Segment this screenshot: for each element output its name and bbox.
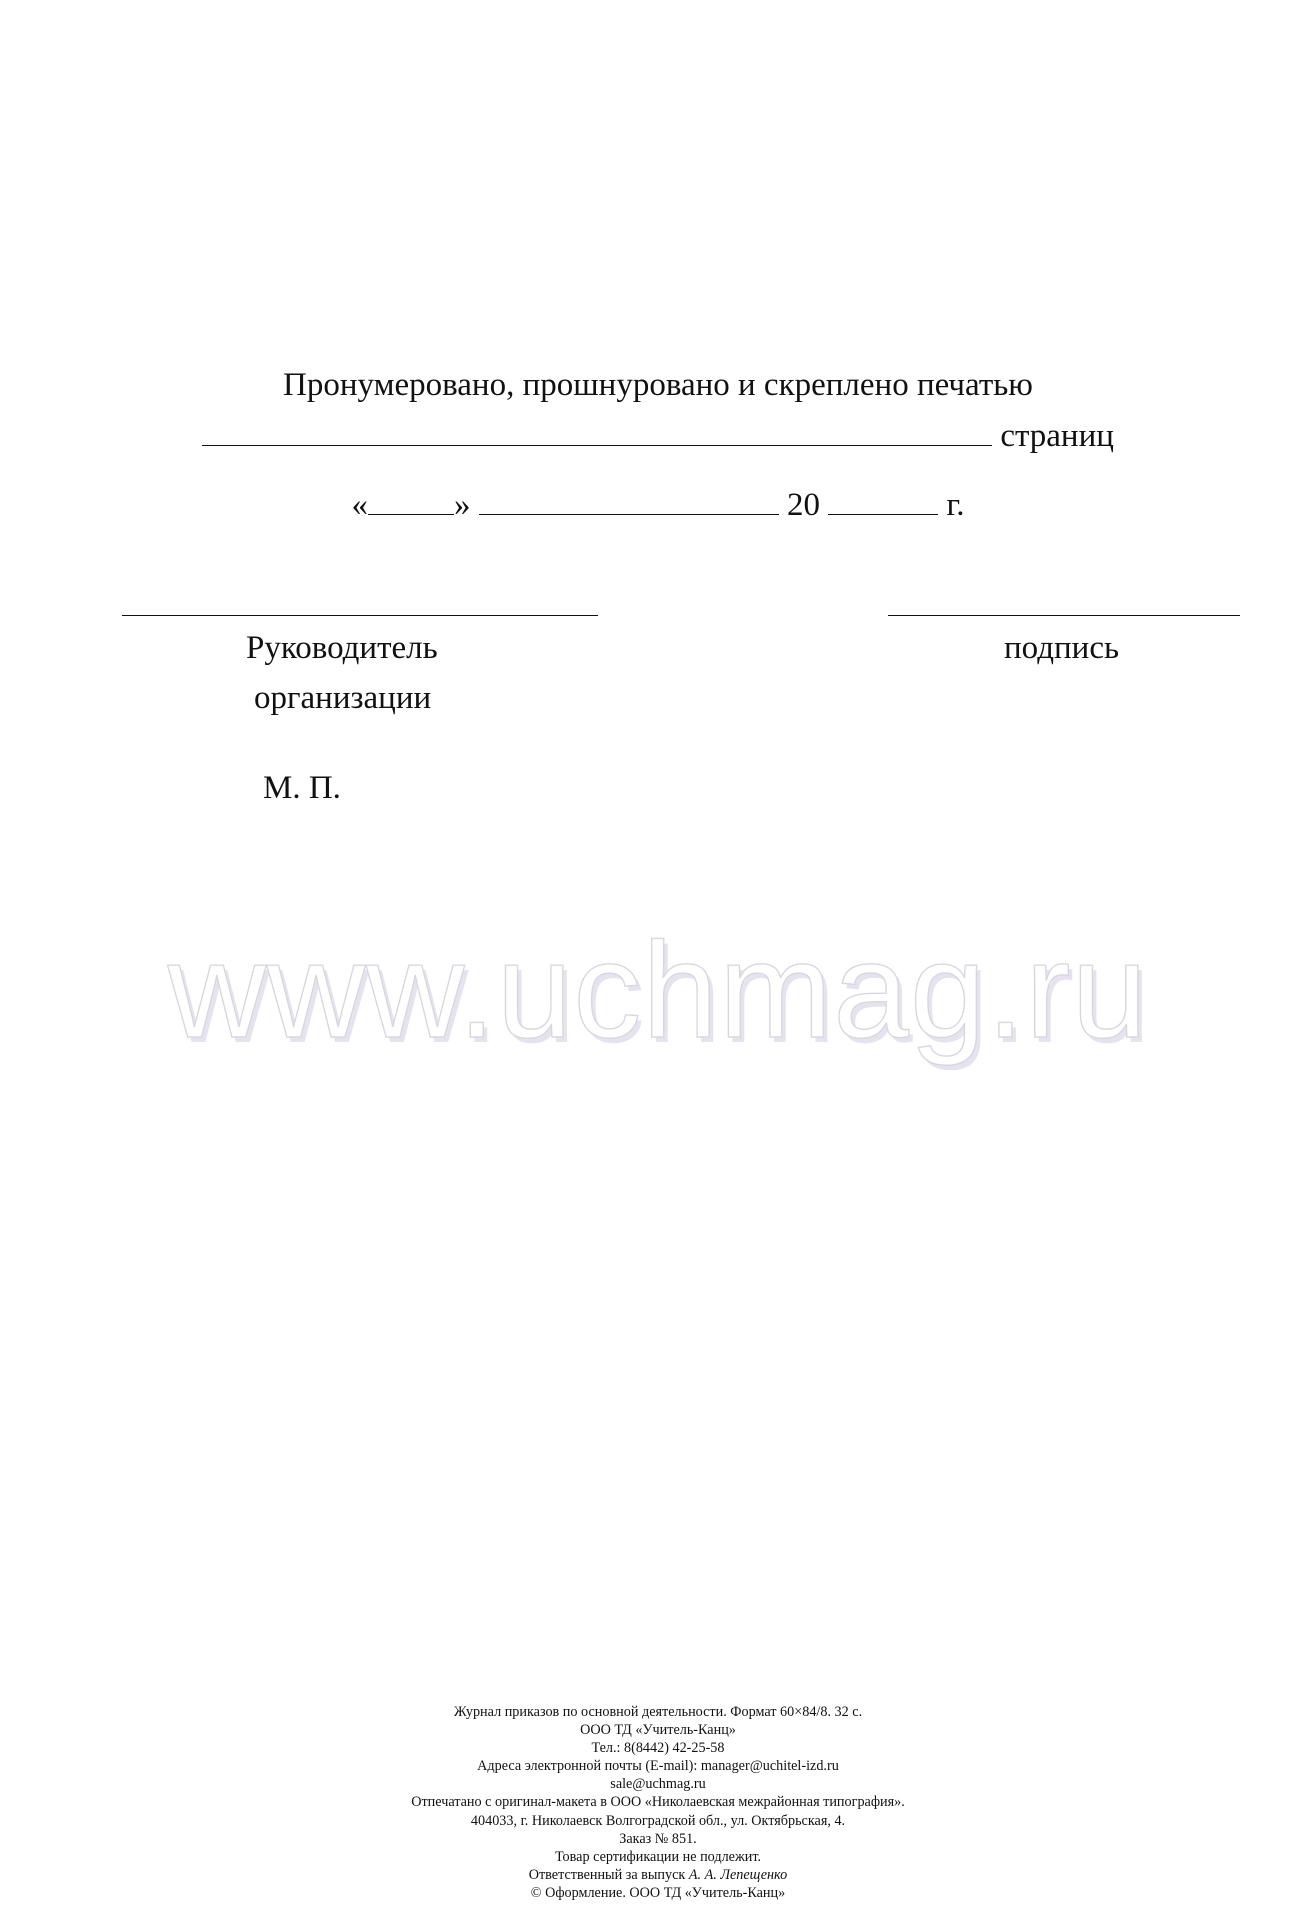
date-line	[0, 484, 1316, 525]
month-blank	[479, 484, 779, 515]
year-blank	[828, 484, 938, 515]
imprint-line: Товар сертификации не подлежит.	[554, 1848, 762, 1865]
watermark: www.uchmag.ru	[167, 914, 1149, 1066]
imprint-line: Заказ № 851.	[619, 1830, 697, 1847]
pages-count-line	[0, 415, 1316, 456]
imprint-line: Отпечатано с оригинал-макета в ООО «Николаевская межрайонная типография».	[411, 1794, 905, 1811]
imprint-block	[0, 1703, 1316, 1902]
imprint-line: sale@uchmag.ru	[610, 1776, 706, 1793]
head-signature-rule	[122, 615, 598, 616]
imprint-line: Адреса электронной почты (E-mail): manager@uchitel-izd.ru	[477, 1758, 839, 1775]
seal-label: М. П.	[263, 770, 341, 806]
responsible-name: А. А. Лепещенко	[688, 1866, 788, 1883]
signature-rule	[888, 615, 1240, 616]
head-label-line1: Руководитель	[246, 630, 438, 666]
imprint-line: Тел.: 8(8442) 42-25-58	[591, 1740, 725, 1757]
imprint-line: 404033, г. Николаевск Волгоградской обл., ул. Октябрьская, 4.	[470, 1812, 846, 1829]
pages-count-blank	[202, 415, 992, 446]
head-label-line2: организации	[254, 680, 432, 716]
imprint-responsible-line	[0, 1866, 1316, 1884]
date-open-quote: «	[351, 487, 368, 523]
imprint-line: ООО ТД «Учитель-Канц»	[580, 1722, 736, 1739]
responsible-prefix: Ответственный за выпуск	[528, 1866, 686, 1883]
day-blank	[368, 484, 454, 515]
imprint-line: © Оформление. ООО ТД «Учитель-Канц»	[530, 1884, 786, 1901]
certification-heading: Пронумеровано, прошнуровано и скреплено печатью	[283, 367, 1033, 403]
pages-suffix: страниц	[1000, 418, 1114, 454]
year-prefix: 20	[786, 487, 820, 523]
signature-label: подпись	[1004, 630, 1120, 666]
imprint-line: Журнал приказов по основной деятельности. Формат 60×84/8. 32 с.	[453, 1704, 863, 1720]
date-close-quote: »	[453, 487, 471, 523]
year-suffix: г.	[946, 487, 965, 523]
